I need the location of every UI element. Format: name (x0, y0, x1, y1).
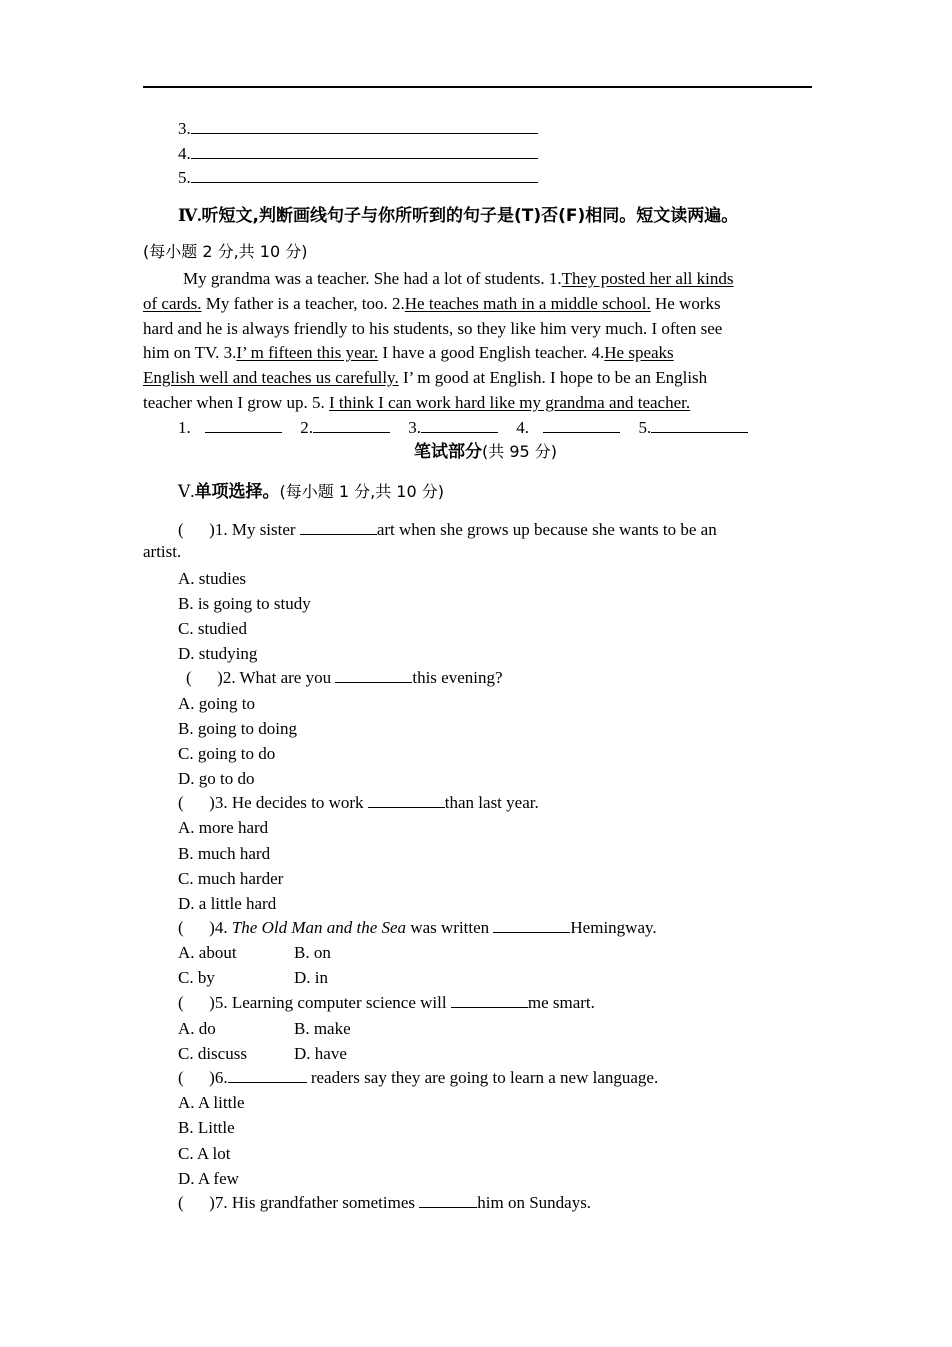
dictation-number: 5. (178, 168, 191, 187)
section-4-score-note (143, 241, 307, 263)
header-rule (143, 86, 812, 88)
question-stem: artist. (143, 542, 182, 561)
question-5 (178, 991, 595, 1014)
question-stem: ( )6. (178, 1068, 228, 1087)
option[interactable]: B. is going to study (178, 594, 311, 613)
answer-number: 4. (516, 418, 529, 437)
underlined-sentence-1-cont: of cards. (143, 294, 202, 313)
answer-blank-3[interactable] (421, 416, 498, 433)
question-stem: readers say they are going to learn a new language. (306, 1068, 659, 1087)
dictation-number: 3. (178, 119, 191, 138)
score-note: (每小题 2 分,共 10 分) (143, 242, 308, 261)
underlined-sentence-2: He teaches math in a middle school. (404, 294, 651, 313)
answer-number: 2. (300, 418, 313, 437)
answer-blank-1[interactable] (205, 416, 282, 433)
part-title: 笔试部分 (414, 442, 482, 462)
question-stem: this evening? (412, 668, 503, 687)
option[interactable]: C. going to do (178, 744, 276, 763)
passage-text: him on TV. 3. (143, 343, 237, 362)
option[interactable]: A. going to (178, 694, 255, 713)
dictation-number: 4. (178, 144, 191, 163)
option[interactable]: A. more hard (178, 818, 269, 837)
section-numeral: Ⅴ. (178, 482, 195, 501)
option[interactable]: C. discuss (178, 1044, 247, 1063)
option[interactable]: B. going to doing (178, 719, 298, 738)
passage-line-4 (143, 342, 674, 364)
passage-text: teacher when I grow up. 5. (143, 393, 329, 412)
answer-blank[interactable] (191, 117, 538, 134)
answer-number: 1. (178, 418, 191, 437)
question-blank[interactable] (228, 1066, 307, 1083)
options-row (178, 1043, 347, 1065)
passage-text: I’ m good at English. I hope to be an English (398, 368, 708, 387)
question-stem: ( )5. Learning computer science will (178, 993, 451, 1012)
section-numeral: Ⅳ. (178, 206, 202, 225)
answer-blank-2[interactable] (313, 416, 390, 433)
question-stem: Hemingway. (570, 918, 657, 937)
options-row (178, 967, 328, 989)
option[interactable]: A. A little (178, 1093, 245, 1112)
dictation-line-5 (178, 166, 538, 189)
written-part-title (414, 441, 557, 463)
underlined-sentence-3: I’ m fifteen this year. (236, 343, 379, 362)
passage-text: hard and he is always friendly to his students, so they like him very much. I often see (143, 319, 723, 338)
question-3 (178, 791, 539, 814)
section-title: 单项选择。 (194, 482, 280, 502)
question-blank[interactable] (300, 518, 377, 535)
question-stem: was written (406, 918, 494, 937)
question-4 (178, 916, 657, 939)
passage-line-6 (143, 392, 690, 414)
question-1 (178, 518, 717, 541)
passage-text: I have a good English teacher. 4. (378, 343, 605, 362)
option[interactable]: B. Little (178, 1118, 235, 1137)
passage-line-3 (143, 318, 722, 340)
underlined-sentence-4: He speaks (604, 343, 674, 362)
answer-row (178, 416, 748, 439)
question-blank[interactable] (368, 791, 445, 808)
option[interactable]: D. have (294, 1044, 347, 1063)
question-stem: ( )3. He decides to work (178, 793, 368, 812)
answer-blank[interactable] (191, 142, 538, 159)
option[interactable]: D. studying (178, 644, 258, 663)
option[interactable]: C. A lot (178, 1144, 231, 1163)
book-title: The Old Man and the Sea (231, 918, 407, 937)
question-blank[interactable] (493, 916, 570, 933)
options-row (178, 942, 331, 964)
passage-text: My grandma was a teacher. She had a lot of students. 1. (183, 269, 562, 288)
part-score: (共 95 分) (482, 442, 558, 461)
option[interactable]: A. do (178, 1019, 216, 1038)
question-7 (178, 1191, 591, 1214)
question-stem: ( )4. (178, 918, 232, 937)
answer-blank-5[interactable] (651, 416, 748, 433)
question-1-cont (143, 541, 181, 563)
question-stem: than last year. (444, 793, 539, 812)
underlined-sentence-4-cont: English well and teaches us carefully. (143, 368, 399, 387)
section-5-heading (178, 481, 444, 503)
answer-number: 3. (408, 418, 421, 437)
question-6 (178, 1066, 658, 1089)
option[interactable]: A. studies (178, 569, 246, 588)
underlined-sentence-1: They posted her all kinds (561, 269, 734, 288)
answer-number: 5. (638, 418, 652, 437)
answer-blank[interactable] (191, 166, 538, 183)
question-blank[interactable] (335, 666, 412, 683)
option[interactable]: C. by (178, 968, 215, 987)
question-stem: ( )1. My sister (178, 520, 300, 539)
section-4-heading (178, 205, 738, 227)
option[interactable]: D. go to do (178, 769, 255, 788)
answer-blank-4[interactable] (543, 416, 620, 433)
dictation-line-4 (178, 142, 538, 165)
question-stem: me smart. (527, 993, 595, 1012)
options-row (178, 1018, 351, 1040)
dictation-line-3 (178, 117, 538, 140)
passage-text: My father is a teacher, too. 2. (201, 294, 405, 313)
question-stem: ( )7. His grandfather sometimes (178, 1193, 420, 1212)
option[interactable]: B. make (294, 1019, 351, 1038)
question-blank[interactable] (419, 1191, 477, 1208)
option[interactable]: B. much hard (178, 844, 271, 863)
option[interactable]: C. studied (178, 619, 247, 638)
option[interactable]: A. about (178, 943, 237, 962)
passage-line-5 (143, 367, 707, 389)
passage-line-2 (143, 293, 721, 315)
option[interactable]: B. on (294, 943, 331, 962)
score-note: (每小题 1 分,共 10 分) (279, 482, 444, 501)
option[interactable]: D. in (294, 968, 328, 987)
question-stem: art when she grows up because she wants to be an (376, 520, 717, 539)
question-blank[interactable] (451, 991, 528, 1008)
option[interactable]: C. much harder (178, 869, 284, 888)
passage-text: He works (650, 294, 721, 313)
question-stem: him on Sundays. (477, 1193, 592, 1212)
question-2 (186, 666, 503, 689)
section-title: 听短文,判断画线句子与你所听到的句子是(T)否(F)相同。短文读两遍。 (201, 206, 739, 226)
underlined-sentence-5: I think I can work hard like my grandma and teacher. (329, 393, 691, 412)
option[interactable]: D. a little hard (178, 894, 277, 913)
passage-line-1 (183, 268, 809, 290)
option[interactable]: D. A few (178, 1169, 239, 1188)
question-stem: ( )2. What are you (186, 668, 336, 687)
